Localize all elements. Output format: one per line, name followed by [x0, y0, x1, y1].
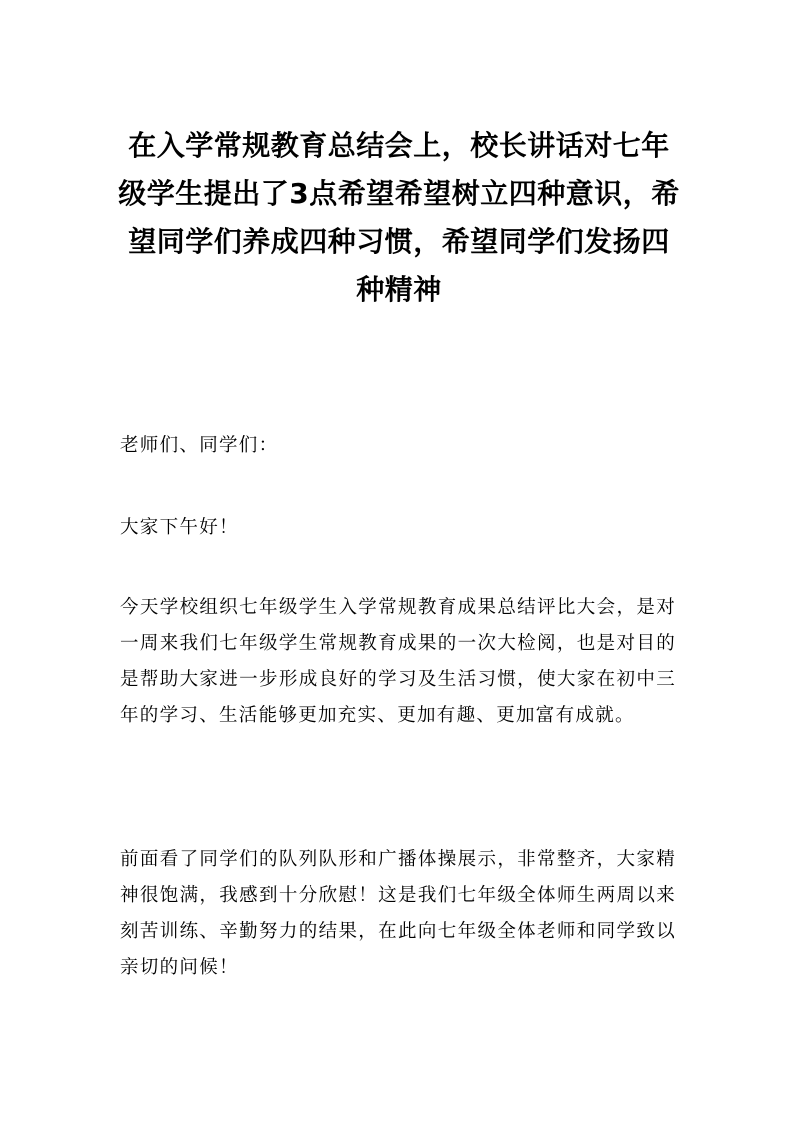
body-paragraph: 今天学校组织七年级学生入学常规教育成果总结评比大会，是对一周来我们七年级学生常规教育成果的一次大检阅，也是对目的是帮助大家进一步形成良好的学习及生活习惯，使大家在初中三年的学习、生活能够更加充实、更加有趣、更加富有成就。	[120, 597, 676, 726]
greeting-line: 老师们、同学们：	[120, 435, 279, 456]
salutation-line: 大家下午好！	[120, 517, 239, 538]
body-paragraph: 前面看了同学们的队列队形和广播体操展示，非常整齐，大家精神很饱满，我感到十分欣慰！这是我们七年级全体师生两周以来刻苦训练、辛勤努力的结果，在此向七年级全体老师和同学致以亲切的问候！	[120, 849, 676, 978]
document-title: 在入学常规教育总结会上，校长讲话对七年级学生提出了3点希望希望树立四种意识，希望同学们养成四种习惯，希望同学们发扬四种精神	[118, 129, 680, 306]
